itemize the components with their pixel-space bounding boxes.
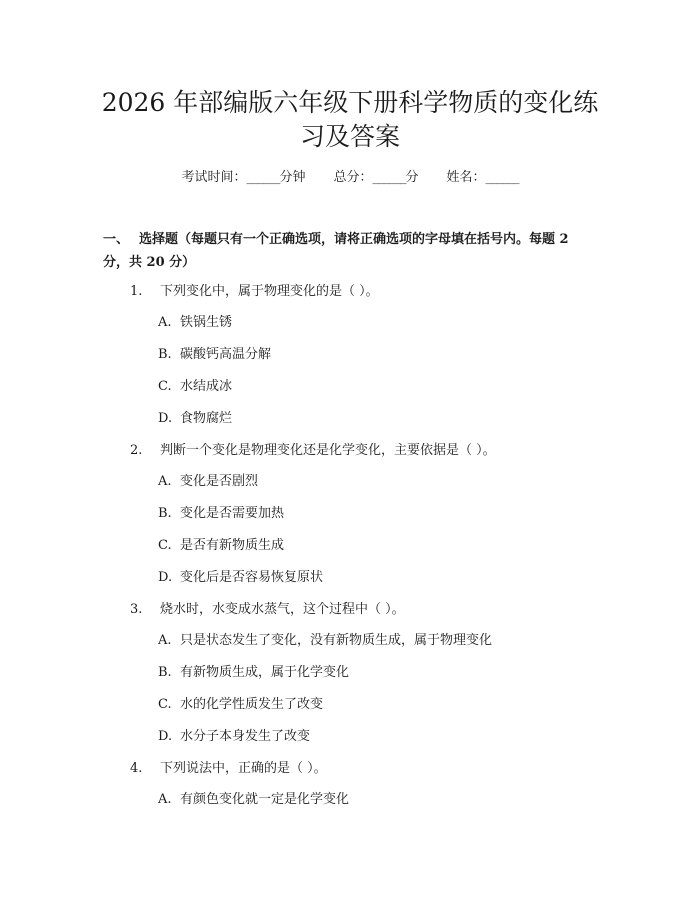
total-score-label: 总分： bbox=[333, 170, 373, 185]
question-number: 3. bbox=[130, 602, 143, 617]
option-text: 水分子本身发生了改变 bbox=[180, 729, 311, 744]
exam-time-label: 考试时间： bbox=[181, 170, 247, 185]
question-number: 4. bbox=[130, 761, 143, 776]
section-1-instructions-line-1: 选择题（每题只有一个正确选项，请将正确选项的字母填在括号内。每题 2 bbox=[139, 232, 569, 247]
option-text: 食物腐烂 bbox=[180, 411, 233, 426]
option-letter: A. bbox=[158, 792, 172, 807]
section-1-instructions-line-2: 分，共 20 分） bbox=[103, 255, 196, 270]
option-text: 变化是否剧烈 bbox=[180, 474, 259, 489]
option-text: 水的化学性质发生了改变 bbox=[180, 697, 324, 712]
section-1-header bbox=[103, 228, 603, 274]
option-letter: C. bbox=[158, 538, 172, 553]
question-number: 1. bbox=[130, 284, 143, 299]
option-text: 碳酸钙高温分解 bbox=[180, 347, 272, 362]
option-2a bbox=[158, 472, 258, 492]
student-name-label: 姓名： bbox=[446, 170, 486, 185]
option-text: 有颜色变化就一定是化学变化 bbox=[180, 792, 350, 807]
option-letter: B. bbox=[158, 665, 172, 680]
option-letter: B. bbox=[158, 506, 172, 521]
option-2b bbox=[158, 504, 284, 524]
option-text: 铁锅生锈 bbox=[180, 315, 233, 330]
option-letter: A. bbox=[158, 474, 172, 489]
document-title-line-1: 2026 年部编版六年级下册科学物质的变化练 bbox=[101, 88, 599, 117]
option-2c bbox=[158, 536, 284, 556]
question-3 bbox=[130, 600, 405, 620]
option-3a bbox=[158, 631, 492, 651]
question-1 bbox=[130, 282, 379, 302]
exam-info bbox=[0, 168, 700, 188]
option-text: 只是状态发生了变化，没有新物质生成，属于物理变化 bbox=[180, 633, 493, 648]
option-letter: A. bbox=[158, 633, 172, 648]
question-4 bbox=[130, 759, 327, 779]
option-1c bbox=[158, 377, 232, 397]
option-letter: D. bbox=[158, 411, 173, 426]
option-text: 变化后是否容易恢复原状 bbox=[180, 570, 324, 585]
option-letter: C. bbox=[158, 379, 172, 394]
option-letter: C. bbox=[158, 697, 172, 712]
option-1b bbox=[158, 345, 271, 365]
option-3b bbox=[158, 663, 349, 683]
exam-time-blank: ______ bbox=[246, 170, 280, 185]
question-text: 下列说法中，正确的是（ ）。 bbox=[160, 761, 327, 776]
option-1a bbox=[158, 313, 232, 333]
option-letter: B. bbox=[158, 347, 172, 362]
question-number: 2. bbox=[130, 443, 143, 458]
question-2 bbox=[130, 441, 496, 461]
question-text: 下列变化中，属于物理变化的是（ ）。 bbox=[160, 284, 379, 299]
section-1-number: 一、 bbox=[103, 232, 130, 247]
option-3d bbox=[158, 727, 310, 747]
option-4a bbox=[158, 790, 349, 810]
option-1d bbox=[158, 409, 232, 429]
option-text: 有新物质生成，属于化学变化 bbox=[180, 665, 350, 680]
option-2d bbox=[158, 568, 323, 588]
student-name-blank: ______ bbox=[485, 170, 519, 185]
option-text: 水结成冰 bbox=[180, 379, 233, 394]
option-letter: A. bbox=[158, 315, 172, 330]
total-score-blank: ______ bbox=[372, 170, 406, 185]
option-letter: D. bbox=[158, 729, 173, 744]
option-letter: D. bbox=[158, 570, 173, 585]
option-text: 是否有新物质生成 bbox=[180, 538, 285, 553]
question-text: 烧水时，水变成水蒸气，这个过程中（ ）。 bbox=[160, 602, 405, 617]
question-text: 判断一个变化是物理变化还是化学变化，主要依据是（ ）。 bbox=[160, 443, 496, 458]
document-title-line-2: 习及答案 bbox=[299, 122, 400, 151]
exam-time-unit: 分钟 bbox=[279, 170, 306, 185]
option-text: 变化是否需要加热 bbox=[180, 506, 285, 521]
total-score-unit: 分 bbox=[405, 170, 419, 185]
option-3c bbox=[158, 695, 323, 715]
